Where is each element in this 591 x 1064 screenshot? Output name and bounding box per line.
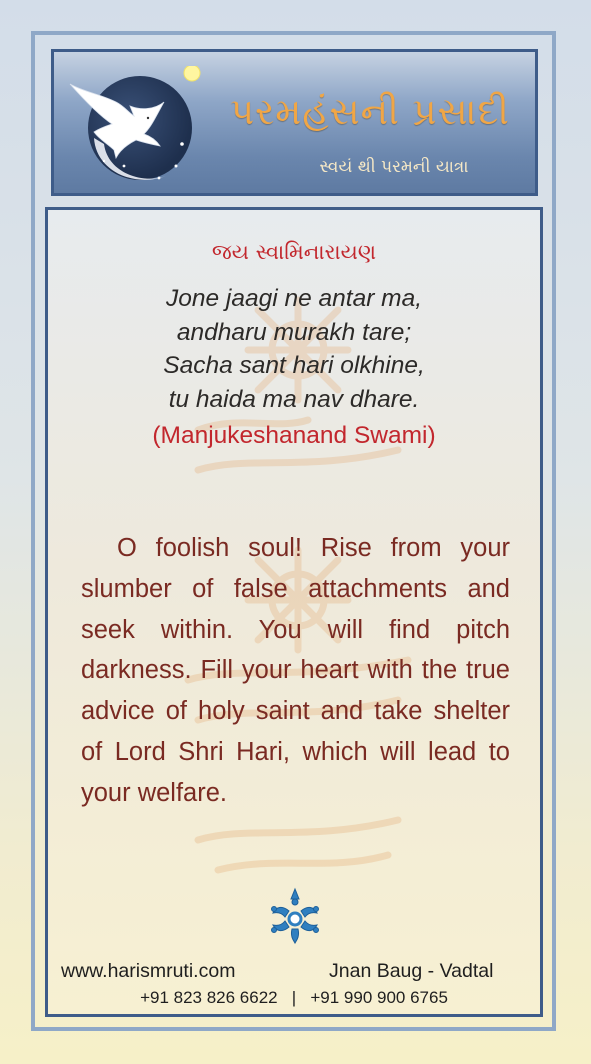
verse-line: Sacha sant hari olkhine, [163, 352, 425, 379]
header-title: પરમહંસની પ્રસાદી [230, 90, 510, 133]
greeting: જય સ્વામિનારાયણ [211, 240, 377, 264]
verse-block [48, 282, 540, 453]
dove-moon-logo-icon [64, 66, 204, 188]
header-banner [51, 49, 538, 196]
verse-line: tu haida ma nav dhare. [168, 385, 420, 413]
website-text: www.harismruti.com [61, 960, 236, 982]
phone-numbers: +91 823 826 6622 | +91 990 900 6765 [140, 988, 448, 1007]
verse-line: andharu murakh tare; [176, 318, 412, 346]
main-panel [45, 207, 543, 1017]
header-subtitle: સ્વયં થી પરમની યાત્રા [319, 157, 469, 177]
swastika-emblem-icon [268, 885, 322, 945]
location-text: Jnan Baug - Vadtal [329, 960, 494, 982]
verse-line: Jone jaagi ne antar ma, [165, 285, 423, 312]
verse-author: (Manjukeshanand Swami) [152, 422, 436, 449]
translation-paragraph: O foolish soul! Rise from your slumber of false attachments and seek within. You will find pitch darkness. Fill your heart with the true advice of holy saint and take shelter of Lord Shri Hari, which will lead to your welfare. [81, 534, 510, 807]
